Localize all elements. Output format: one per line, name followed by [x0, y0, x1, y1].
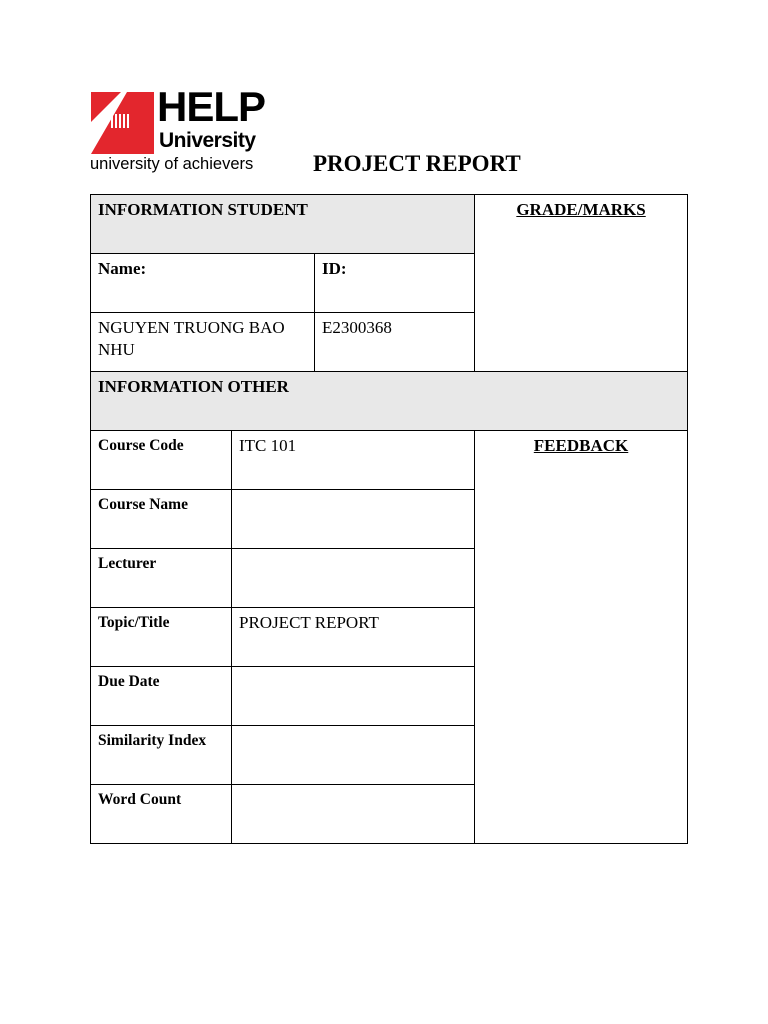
report-form-table — [90, 194, 688, 844]
table-row-value — [232, 549, 475, 608]
table-row-value — [232, 490, 475, 549]
table-row-label: Lecturer — [91, 549, 232, 608]
table-row-label: Course Name — [91, 490, 232, 549]
table-row-value — [232, 667, 475, 726]
help-university-logo — [90, 83, 270, 178]
table-row-label: Similarity Index — [91, 726, 232, 785]
info-student-header: INFORMATION STUDENT — [91, 195, 475, 254]
table-row-value — [232, 726, 475, 785]
name-label: Name: — [91, 254, 315, 313]
logo-subname: University — [159, 129, 256, 152]
table-row-value: PROJECT REPORT — [232, 608, 475, 667]
logo-tagline: university of achievers — [90, 155, 254, 173]
table-row-label: Topic/Title — [91, 608, 232, 667]
grade-marks-header: GRADE/MARKS — [475, 195, 688, 372]
table-row-label: Due Date — [91, 667, 232, 726]
name-value: NGUYEN TRUONG BAO NHU — [91, 313, 315, 372]
table-row-value: ITC 101 — [232, 431, 475, 490]
table-row-label: Word Count — [91, 785, 232, 844]
id-label: ID: — [315, 254, 475, 313]
id-value: E2300368 — [315, 313, 475, 372]
info-other-header: INFORMATION OTHER — [91, 372, 688, 431]
page-title: PROJECT REPORT — [313, 151, 521, 176]
help-logo-mark-icon — [91, 92, 154, 154]
feedback-header: FEEDBACK — [475, 431, 688, 844]
table-row-label: Course Code — [91, 431, 232, 490]
logo-wordmark: HELP — [157, 83, 266, 130]
table-row-value — [232, 785, 475, 844]
